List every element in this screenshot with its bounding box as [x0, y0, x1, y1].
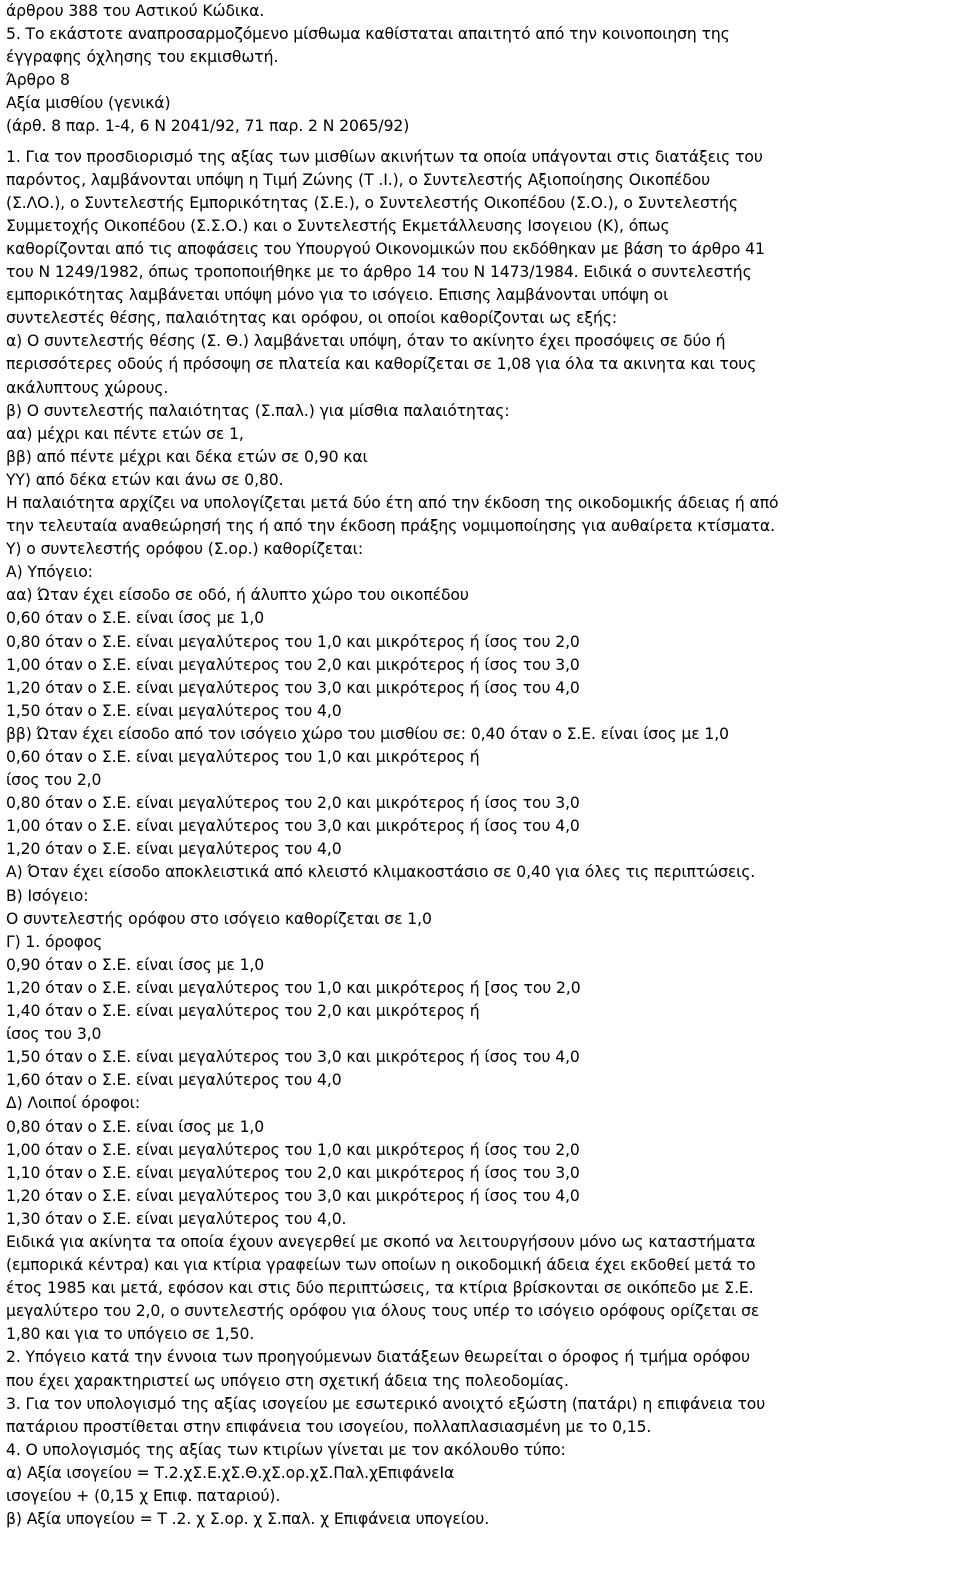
text-line: έτος 1985 και μετά, εφόσον και στις δύο περιπτώσεις, τα κτίρια βρίσκονται σε οικόπεδο με Σ.Ε. [6, 1279, 754, 1298]
text-line: 1,20 όταν ο Σ.Ε. είναι μεγαλύτερος του 3,0 και μικρότερος ή ίσος του 4,0 [6, 1186, 580, 1205]
text-line: 5. Το εκάστοτε αναπροσαρμοζόμενο μίσθωμα καθίσταται απαιτητό από την κοινοποιηση της [6, 25, 730, 44]
text-line: 4. Ο υπολογισμός της αξίας των κτιρίων γίνεται με τον ακόλουθο τύπο: [6, 1440, 566, 1459]
text-line: 0,80 όταν ο Σ.Ε. είναι μεγαλύτερος του 2,0 και μικρότερος ή ίσος του 3,0 [6, 794, 580, 813]
text-line: (Σ.ΛΟ.), ο Συντελεστής Εμπορικότητας (Σ.Ε.), ο Συντελεστής Οικοπέδου (Σ.Ο.), ο Συντελεστής [6, 193, 738, 212]
text-line: 1,20 όταν ο Σ.Ε. είναι μεγαλύτερος του 4,0 [6, 840, 342, 859]
text-line: αα) Ώταν έχει είσοδο σε οδό, ή άλυπτο χώρο του οικοπέδου [6, 586, 469, 605]
text-line: 1,30 όταν ο Σ.Ε. είναι μεγαλύτερος του 4,0. [6, 1209, 347, 1228]
text-line: που έχει χαρακτηριστεί ως υπόγειο στη σχετική άδεια της πολεοδομίας. [6, 1371, 569, 1390]
text-line: Αξία μισθίου (γενικά) [6, 94, 171, 113]
text-line: 1. Για τον προσδιορισμό της αξίας των μισθίων ακινήτων τα οποία υπάγονται στις διατάξεις του [6, 147, 763, 166]
text-line: ίσος του 3,0 [6, 1025, 102, 1044]
text-line: 3. Για τον υπολογισμό της αξίας ισογείου με εσωτερικό ανοιχτό εξώστη (πατάρι) η επιφάνεια του [6, 1394, 766, 1413]
text-line: ββ) από πέντε μέχρι και δέκα ετών σε 0,90 και [6, 447, 368, 466]
text-line: ακάλυπτους χώρους. [6, 378, 169, 397]
text-line: μεγαλύτερο του 2,0, ο συντελεστής ορόφου για όλους τους υπέρ το ισόγειο ορόφους ορίζεται σε [6, 1302, 760, 1321]
text-line: Δ) Λοιποί όροφοι: [6, 1094, 140, 1113]
text-line: 1,50 όταν ο Σ.Ε. είναι μεγαλύτερος του 4,0 [6, 701, 342, 720]
text-line: 0,80 όταν ο Σ.Ε. είναι μεγαλύτερος του 1,0 και μικρότερος ή ίσος του 2,0 [6, 632, 580, 651]
text-line: (εμπορικά κέντρα) και για κτίρια γραφείων των οποίων η οικοδομική άδεια έχει εκδοθεί μετά το [6, 1256, 756, 1275]
text-line: Β) Ισόγειο: [6, 886, 89, 905]
text-line: 0,80 όταν ο Σ.Ε. είναι ίσος με 1,0 [6, 1117, 265, 1136]
text-line: ίσος του 2,0 [6, 771, 102, 790]
text-line: περισσότερες οδούς ή πρόσοψη σε πλατεία και καθορίζεται σε 1,08 για όλα τα ακινητα και τους [6, 355, 757, 374]
text-line: 1,00 όταν ο Σ.Ε. είναι μεγαλύτερος του 2,0 και μικρότερος ή ίσος του 3,0 [6, 655, 580, 674]
text-line: άρθρου 388 του Αστικού Κώδικα. [6, 2, 265, 20]
text-line: εμπορικότητας λαμβάνεται υπόψη μόνο για το ισόγειο. Επισης λαμβάνονται υπόψη οι [6, 286, 669, 305]
text-line: Η παλαιότητα αρχίζει να υπολογίζεται μετά δύο έτη από την έκδοση της οικοδομικής άδειας ή από [6, 493, 779, 512]
text-line: 2. Υπόγειο κατά την έννοια των προηγούμενων διατάξεων θεωρείται ο όροφος ή τμήμα ορόφου [6, 1348, 750, 1367]
text-line: πατάριου προστίθεται στην επιφάνεια του ισογείου, πολλαπλασιασμένη με το 0,15. [6, 1417, 652, 1436]
text-line: Α) Υπόγειο: [6, 563, 93, 582]
text-line: του Ν 1249/1982, όπως τροποποιήθηκε με το άρθρο 14 του Ν 1473/1984. Ειδικά ο συντελεστής [6, 263, 752, 282]
text-line: 1,50 όταν ο Σ.Ε. είναι μεγαλύτερος του 3,0 και μικρότερος ή ίσος του 4,0 [6, 1048, 580, 1067]
text-line: 0,90 όταν ο Σ.Ε. είναι ίσος με 1,0 [6, 955, 265, 974]
text-line: 1,40 όταν ο Σ.Ε. είναι μεγαλύτερος του 2,0 και μικρότερος ή [6, 1002, 480, 1021]
text-line: ββ) Ώταν έχει είσοδο από τον ισόγειο χώρο του μισθίου σε: 0,40 όταν ο Σ.Ε. είναι ίσος με 1,0 [6, 724, 729, 743]
text-line: 1,00 όταν ο Σ.Ε. είναι μεγαλύτερος του 1,0 και μικρότερος ή ίσος του 2,0 [6, 1140, 580, 1159]
text-line: ισογείου + (0,15 χ Επιφ. παταριού). [6, 1487, 281, 1505]
text-line: 0,60 όταν ο Σ.Ε. είναι μεγαλύτερος του 1,0 και μικρότερος ή [6, 748, 480, 766]
paragraph-spacer [6, 139, 948, 146]
text-line: Άρθρο 8 [6, 71, 70, 90]
text-line: συντελεστές θέσης, παλαιότητας και ορόφου, οι οποίοι καθορίζονται ως εξής: [6, 309, 618, 328]
text-line: την τελευταία αναθεώρησή της ή από την έκδοση πράξης νομιμοποίησης για αυθαίρετα κτίσματα. [6, 517, 775, 536]
text-line: Ειδικά για ακίνητα τα οποία έχουν ανεγερθεί με σκοπό να λειτουργήσουν μόνο ως καταστήματα [6, 1232, 756, 1251]
text-line: (άρθ. 8 παρ. 1-4, 6 Ν 2041/92, 71 παρ. 2 Ν 2065/92) [6, 117, 410, 136]
text-line: Y) ο συντελεστής ορόφου (Σ.ορ.) καθορίζεται: [6, 540, 363, 559]
text-line: 0,60 όταν ο Σ.Ε. είναι ίσος με 1,0 [6, 609, 265, 628]
text-line: α) Ο συντελεστής θέσης (Σ. Θ.) λαμβάνεται υπόψη, όταν το ακίνητο έχει προσόψεις σε δύο ή [6, 332, 726, 351]
text-line: YY) από δέκα ετών και άνω σε 0,80. [6, 470, 284, 489]
text-line: αα) μέχρι και πέντε ετών σε 1, [6, 424, 244, 443]
text-line: καθορίζονται από τις αποφάσεις του Υπουργού Οικονομικών που εκδόθηκαν με βάση το άρθρο 41 [6, 239, 765, 258]
text-line: α) Αξία ισογείου = Τ.2.χΣ.Ε.χΣ.Θ.χΣ.ορ.χΣ.Παλ.χΕπιφάνεΙα [6, 1463, 455, 1482]
text-line: 1,20 όταν ο Σ.Ε. είναι μεγαλύτερος του 3,0 και μικρότερος ή ίσος του 4,0 [6, 678, 580, 697]
text-line: β) Ο συντελεστής παλαιότητας (Σ.παλ.) για μίσθια παλαιότητας: [6, 401, 510, 420]
text-line: Συμμετοχής Οικοπέδου (Σ.Σ.Ο.) και ο Συντελεστής Εκμετάλλευσης Ισογειου (Κ), όπως [6, 216, 670, 235]
text-line: παρόντος, λαμβάνονται υπόψη η Τιμή Ζώνης (Τ .Ι.), ο Συντελεστής Αξιοποίησης Οικοπέδου [6, 170, 711, 189]
text-line: 1,80 και για το υπόγειο σε 1,50. [6, 1325, 255, 1344]
text-line: 1,20 όταν ο Σ.Ε. είναι μεγαλύτερος του 1,0 και μικρότερος ή [σος του 2,0 [6, 978, 581, 997]
text-line: Α) Όταν έχει είσοδο αποκλειστικά από κλειστό κλιμακοστάσιο σε 0,40 για όλες τις περιπτώσεις. [6, 863, 756, 882]
text-line: 1,10 όταν ο Σ.Ε. είναι μεγαλύτερος του 2,0 και μικρότερος ή ίσος του 3,0 [6, 1163, 580, 1182]
text-line: έγγραφης όχλησης του εκμισθωτή. [6, 48, 279, 67]
text-line: 1,00 όταν ο Σ.Ε. είναι μεγαλύτερος του 3,0 και μικρότερος ή ίσος του 4,0 [6, 817, 580, 836]
text-line: Γ) 1. όροφος [6, 932, 103, 951]
text-line: β) Αξία υπογείου = Τ .2. χ Σ.ορ. χ Σ.παλ. χ Επιφάνεια υπογείου. [6, 1510, 490, 1529]
text-line: 1,60 όταν ο Σ.Ε. είναι μεγαλύτερος του 4,0 [6, 1071, 342, 1090]
text-line: Ο συντελεστής ορόφου στο ισόγειο καθορίζεται σε 1,0 [6, 909, 432, 928]
